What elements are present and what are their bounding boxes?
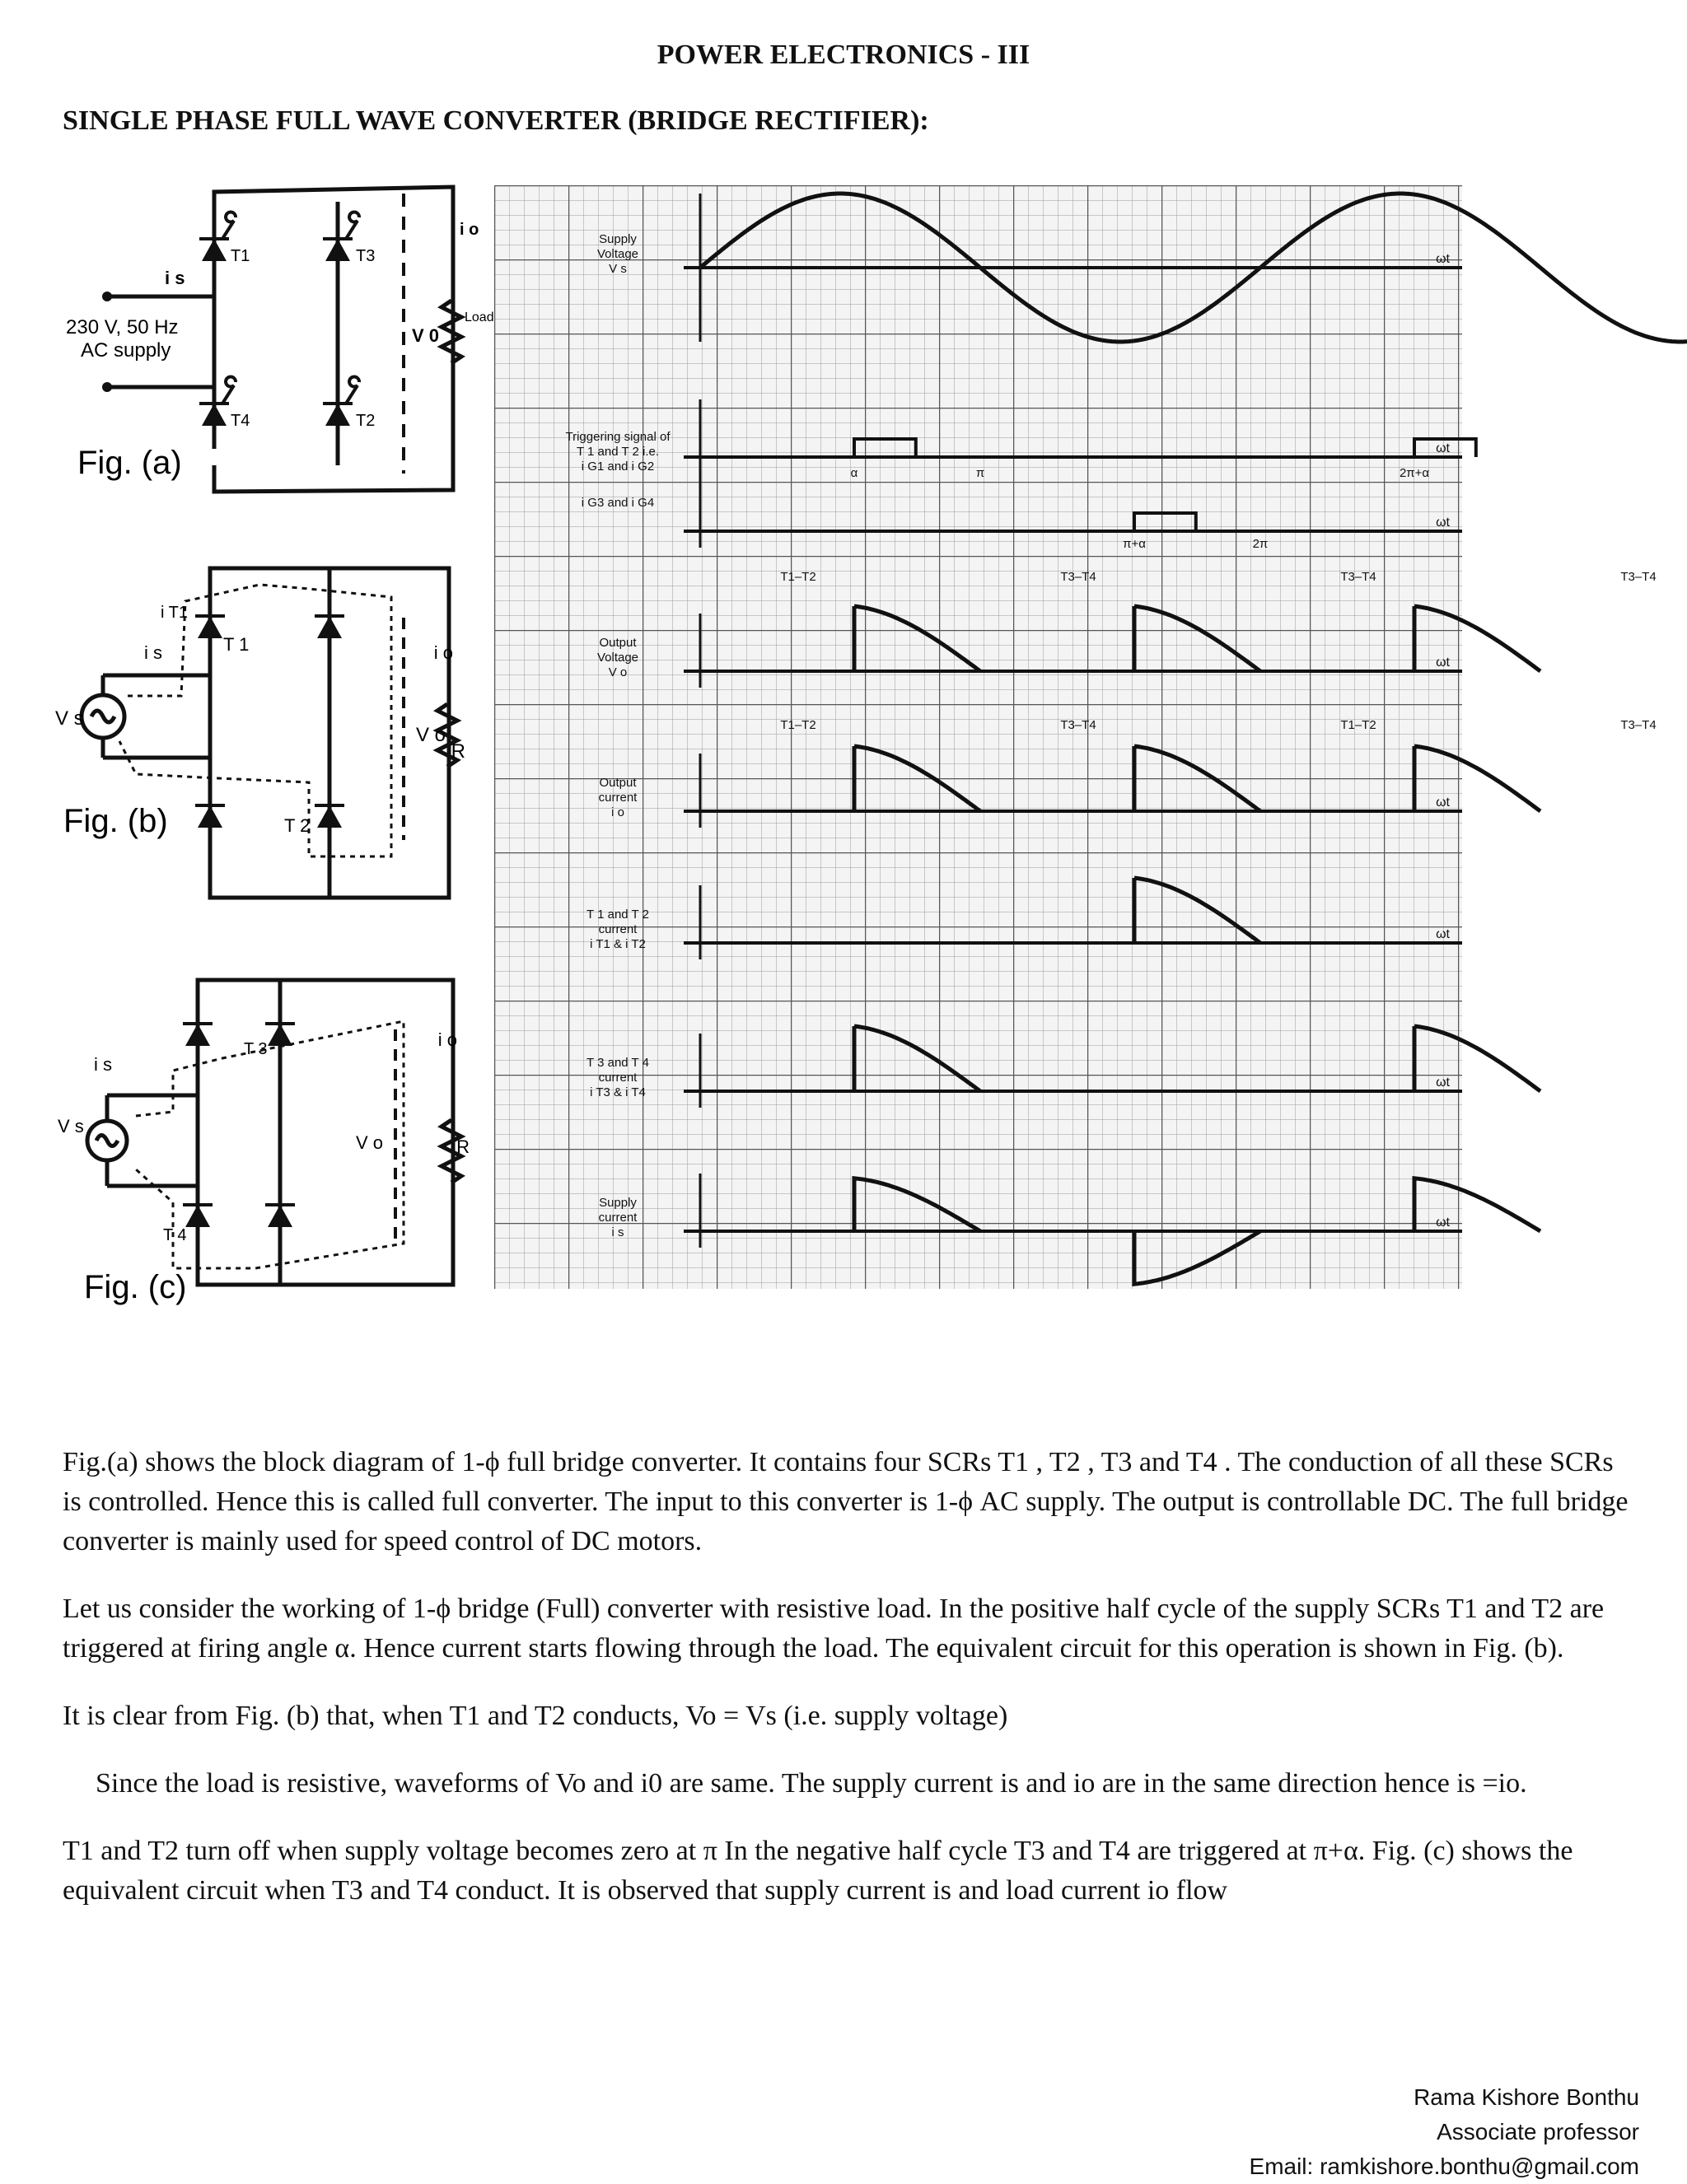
- author-footer: [1250, 2080, 1639, 2184]
- marker-alpha: α: [850, 466, 858, 480]
- marker-pi: π: [975, 466, 985, 480]
- marker-2pi: 2π: [1252, 537, 1269, 551]
- is-label: i s: [165, 268, 185, 288]
- author-role: Associate professor: [1437, 2119, 1639, 2144]
- row-label-4-0: Output: [599, 776, 637, 790]
- b-t1-label: T 1: [223, 634, 250, 655]
- axis-omega-t-5: ωt: [1436, 927, 1450, 941]
- c-vs-label: V s: [58, 1116, 84, 1136]
- b-io-label: i o: [433, 642, 453, 663]
- t3-label: T3: [356, 247, 376, 265]
- row-label-3-1: Voltage: [596, 651, 639, 665]
- row-label-5-2: i T1 & i T2: [590, 937, 646, 951]
- figure-c-circuit: [58, 972, 470, 1318]
- conduction-mid-1: T3–T4: [1060, 718, 1096, 732]
- row-label-5-0: T 1 and T 2: [586, 908, 649, 922]
- row-label-6-2: i T3 & i T4: [590, 1085, 646, 1099]
- conduction-top-2: T3–T4: [1340, 570, 1376, 584]
- paragraph-2: Let us consider the working of 1-ϕ bridge (Full) converter with resistive load. In the positive half cycle of the supply SCRs T1 and T2 are triggered at firing angle α. Hence current starts flowing through the load. The equivalent circuit for this operation is shown in Fig. (b).: [63, 1594, 1605, 1664]
- author-name: Rama Kishore Bonthu: [1414, 2084, 1639, 2110]
- row-label-1-1: T 1 and T 2 i.e.: [576, 445, 660, 459]
- io-label: i o: [460, 221, 479, 239]
- row-label-7-0: Supply: [599, 1196, 637, 1210]
- c-is-label: i s: [94, 1054, 112, 1075]
- conduction-mid-2: T1–T2: [1340, 718, 1376, 732]
- axis-omega-t-2: ωt: [1436, 516, 1450, 530]
- b-vo-label: V o: [416, 724, 446, 746]
- conduction-top-1: T3–T4: [1060, 570, 1096, 584]
- fig-b-label: Fig. (b): [63, 803, 168, 839]
- row-label-2-0: i G3 and i G4: [581, 496, 655, 510]
- c-r-label: R: [456, 1136, 470, 1157]
- row-label-4-1: current: [598, 791, 638, 805]
- row-label-7-1: current: [598, 1211, 638, 1225]
- t1-label: T1: [231, 247, 250, 265]
- row-label-7-2: i s: [611, 1225, 624, 1239]
- fig-a-label: Fig. (a): [77, 445, 182, 481]
- paragraph-1: Fig.(a) shows the block diagram of 1-ϕ full bridge converter. It contains four SCRs T1 , T2 , T3 and T4 . The conduction of all these SCRs is controlled. Hence this is called full converter. The input to this converter is 1-ϕ AC supply. The output is controllable DC. The full bridge converter is mainly used for speed control of DC motors.: [63, 1447, 1629, 1556]
- load-label: Load: [465, 310, 494, 324]
- row-label-6-0: T 3 and T 4: [586, 1056, 649, 1070]
- conduction-top-0: T1–T2: [780, 570, 816, 584]
- author-email: Email: ramkishore.bonthu@gmail.com: [1249, 2154, 1639, 2179]
- conduction-top-3: T3–T4: [1620, 570, 1657, 584]
- c-t4-label: T 4: [163, 1226, 187, 1244]
- conduction-mid-3: T3–T4: [1620, 718, 1657, 732]
- paragraph-5: T1 and T2 turn off when supply voltage becomes zero at π In the negative half cycle T3 and T4 are triggered at π+α. Fig. (c) shows the equivalent circuit when T3 and T4 conduct. It is observed that supply current is and load current io flow: [63, 1836, 1573, 1906]
- axis-omega-t-7: ωt: [1436, 1216, 1450, 1230]
- row-label-0-0: Supply: [599, 232, 637, 246]
- paragraph-3: It is clear from Fig. (b) that, when T1 and T2 conducts, Vo = Vs (i.e. supply voltage): [63, 1701, 1008, 1731]
- graph-paper-grid: [494, 185, 1462, 1289]
- row-label-4-2: i o: [611, 805, 624, 819]
- supply-line1: 230 V, 50 Hz: [66, 316, 179, 338]
- row-label-1-2: i G1 and i G2: [581, 460, 655, 474]
- marker-2pi-alpha: 2π+α: [1399, 466, 1430, 480]
- axis-omega-t-3: ωt: [1436, 656, 1450, 670]
- section-heading: SINGLE PHASE FULL WAVE CONVERTER (BRIDGE RECTIFIER):: [63, 105, 929, 136]
- conduction-mid-0: T1–T2: [780, 718, 816, 732]
- b-is-label: i s: [144, 642, 162, 663]
- figure-a-circuit: [58, 169, 494, 498]
- row-label-5-1: current: [598, 922, 638, 936]
- row-label-3-2: V o: [608, 665, 628, 679]
- row-label-0-1: Voltage: [596, 247, 639, 261]
- b-vs-label: V s: [55, 707, 84, 730]
- fig-c-label: Fig. (c): [84, 1269, 187, 1305]
- waveform-chart: [494, 185, 1657, 1289]
- axis-omega-t-4: ωt: [1436, 796, 1450, 810]
- figure-b-circuit: [54, 560, 465, 906]
- body-text: [63, 1443, 1636, 1939]
- row-label-3-0: Output: [599, 636, 637, 650]
- c-vo-label: V o: [355, 1132, 383, 1153]
- c-t3-label: T 3: [244, 1040, 268, 1058]
- row-label-0-2: V s: [609, 262, 627, 276]
- supply-line2: AC supply: [81, 339, 171, 362]
- t2-label: T2: [356, 412, 376, 430]
- row-label-6-1: current: [598, 1071, 638, 1085]
- page-title: POWER ELECTRONICS - III: [657, 40, 1030, 70]
- marker-pi-alpha: π+α: [1123, 537, 1146, 551]
- v0-label: V 0: [412, 325, 440, 346]
- axis-omega-t-0: ωt: [1436, 252, 1450, 266]
- c-io-label: i o: [437, 1029, 457, 1050]
- b-it1-label: i T1: [161, 604, 188, 622]
- b-r-label: R: [451, 740, 465, 763]
- row-label-1-0: Triggering signal of: [565, 430, 671, 444]
- axis-omega-t-6: ωt: [1436, 1076, 1450, 1090]
- t4-label: T4: [231, 412, 250, 430]
- paragraph-4: Since the load is resistive, waveforms of Vo and i0 are same. The supply current is and io are in the same direction hence is =io.: [96, 1768, 1527, 1799]
- b-t2-label: T 2: [284, 815, 311, 836]
- axis-omega-t-1: ωt: [1436, 441, 1450, 455]
